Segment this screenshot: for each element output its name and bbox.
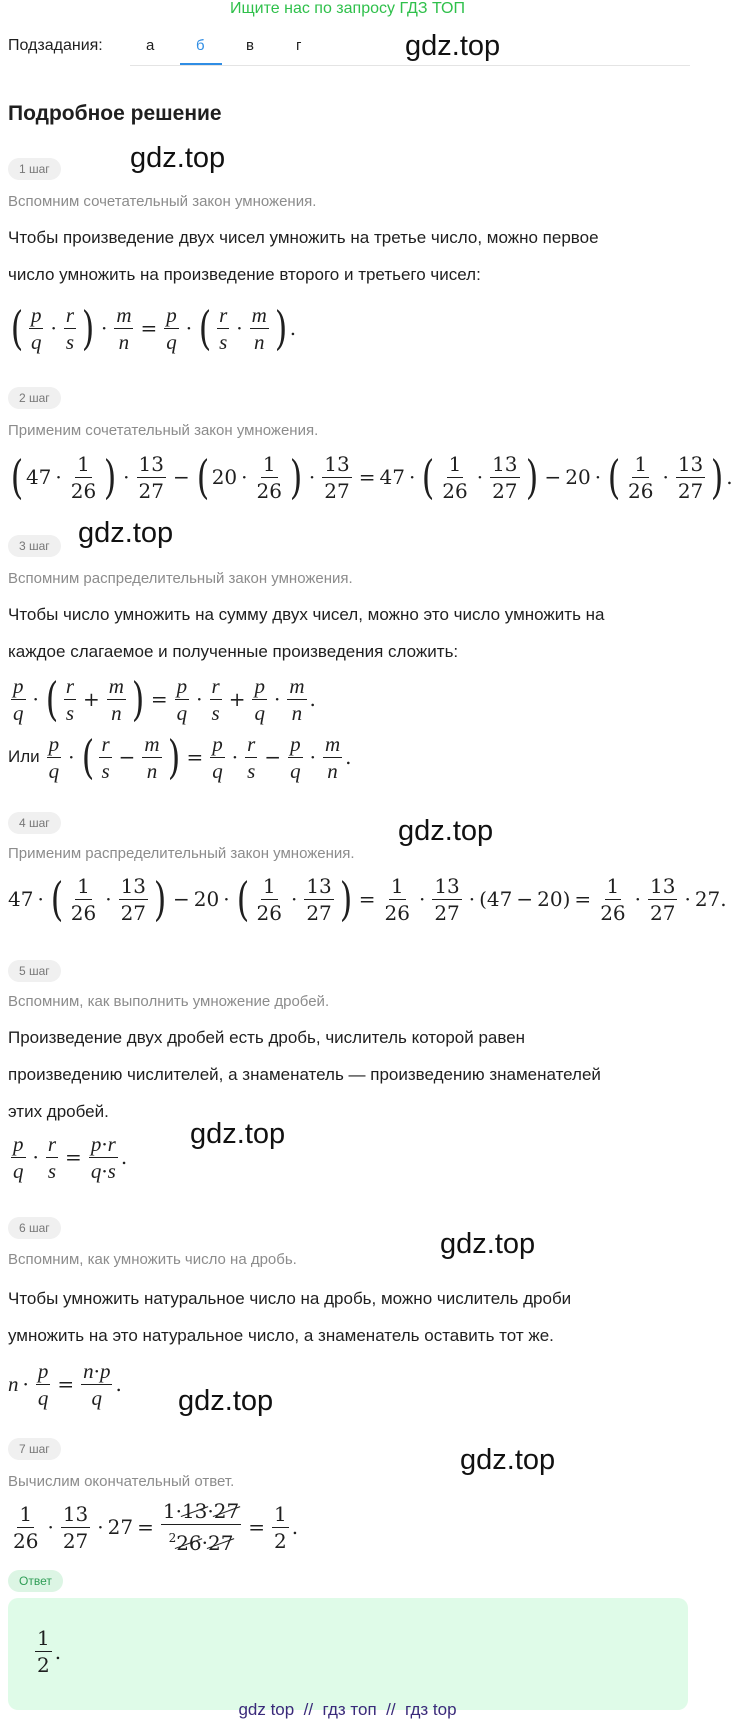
- answer-box: [8, 1598, 688, 1710]
- footer-links[interactable]: gdz top // гдз топ // гдз top: [238, 1700, 457, 1719]
- promo-banner[interactable]: Ищите нас по запросу ГДЗ ТОП: [230, 0, 465, 17]
- watermark: gdz.top: [398, 815, 494, 847]
- watermark: gdz.top: [190, 1118, 286, 1150]
- watermark: gdz.top: [178, 1385, 274, 1417]
- formula: $\frac{p}{q}$ · $\frac{r}{s}$ = $\frac{p\cdot r}{q\cdot s}$ .: [13, 1131, 128, 1183]
- step-text: [8, 596, 688, 670]
- step-text-line: Чтобы произведение двух чисел умножить на третье число, можно первое: [8, 228, 599, 247]
- step-badge: 3 шаг: [8, 535, 61, 557]
- formula: n · $\frac{p}{q}$ = $\frac{n\cdot p}{q}$ .: [8, 1358, 122, 1410]
- watermark: gdz.top: [78, 517, 174, 549]
- formula: Или $\frac{p}{q}$ · ( $\frac{r}{s}$ − $\frac{m}{n}$ ) = $\frac{p}{q}$ · $\frac{r}{s}$ − $\frac{p}{q}$ · $\frac{m}{n}$ .: [8, 730, 352, 784]
- step-badge: 5 шаг: [8, 960, 61, 982]
- answer-badge: Ответ: [8, 1570, 63, 1592]
- step-badge: 6 шаг: [8, 1217, 61, 1239]
- step-badge: 4 шаг: [8, 812, 61, 834]
- formula: $\frac{1}{26}$ · $\frac{13}{27}$ · 27 = $\frac{1\cdot 13\cdot 27}{^226\cdot 27}$ = $\frac{1}{2}$ .: [8, 1494, 298, 1560]
- step-hint: Применим сочетательный закон умножения.: [8, 422, 319, 439]
- answer-numerator: 1: [37, 1626, 50, 1650]
- watermark: gdz.top: [405, 30, 501, 62]
- step-badge: 2 шаг: [8, 387, 61, 409]
- step-text-line: Чтобы число умножить на сумму двух чисел, можно это число умножить на: [8, 605, 605, 624]
- tab-b[interactable]: б: [196, 37, 205, 54]
- formula: $\frac{p}{q}$ · ( $\frac{r}{s}$ + $\frac{m}{n}$ ) = $\frac{p}{q}$ · $\frac{r}{s}$ + $\frac{p}{q}$ · $\frac{m}{n}$ .: [13, 672, 316, 726]
- step-text: [8, 1019, 688, 1130]
- step-text-line: число умножить на произведение второго и третьего чисел:: [8, 265, 481, 284]
- tabs-divider: [130, 65, 690, 66]
- tab-g[interactable]: г: [296, 37, 302, 54]
- watermark: gdz.top: [130, 142, 226, 174]
- page-title: Подробное решение: [8, 102, 222, 125]
- subtasks-label: Подзадания:: [8, 37, 103, 54]
- step-text: [8, 219, 688, 293]
- tab-a[interactable]: а: [146, 37, 155, 54]
- step-text-line: умножить на это натуральное число, а знаменатель оставить тот же.: [8, 1326, 554, 1345]
- step-hint: Вычислим окончательный ответ.: [8, 1473, 235, 1490]
- watermark: gdz.top: [440, 1228, 536, 1260]
- step-text-line: Произведение двух дробей есть дробь, числитель которой равен: [8, 1028, 526, 1047]
- formula: ( $\frac{p}{q}$ · $\frac{r}{s}$ ) · $\frac{m}{n}$ = $\frac{p}{q}$ · ( $\frac{r}{s}$ · $\frac{m}{n}$ ) .: [10, 301, 297, 355]
- step-text: [8, 1280, 688, 1354]
- or-label: Или: [8, 747, 40, 766]
- step-badge: 7 шаг: [8, 1438, 61, 1460]
- step-hint: Вспомним распределительный закон умножения.: [8, 570, 353, 587]
- answer-denominator: 2: [37, 1653, 50, 1677]
- step-hint: Вспомним, как выполнить умножение дробей.: [8, 993, 330, 1010]
- step-hint: Вспомним сочетательный закон умножения.: [8, 193, 317, 210]
- step-text-line: каждое слагаемое и полученные произведения сложить:: [8, 642, 459, 661]
- step-text-line: произведению числителей, а знаменатель — произведению знаменателей: [8, 1065, 601, 1084]
- watermark: gdz.top: [460, 1444, 556, 1476]
- tab-v[interactable]: в: [246, 37, 254, 54]
- formula: ( 47 · $\frac{1}{26}$ ) · $\frac{13}{27}$ − ( 20 · $\frac{1}{26}$ ) · $\frac{13}{27}$ = 47 · ( $\frac{1}{26}$ · $\frac{13}{27}$ ) − 20 · ( $\frac{1}{26}$ · $\frac{13}{27}$ ) .: [10, 450, 733, 504]
- step-text-line: Чтобы умножить натуральное число на дробь, можно числитель дроби: [8, 1289, 572, 1308]
- answer-formula: $\frac{1}{2}$ .: [37, 1626, 62, 1677]
- step-badge: 1 шаг: [8, 158, 61, 180]
- step-text-line: этих дробей.: [8, 1102, 109, 1121]
- step-hint: Вспомним, как умножить число на дробь.: [8, 1251, 297, 1268]
- formula: 47 · ( $\frac{1}{26}$ · $\frac{13}{27}$ ) − 20 · ( $\frac{1}{26}$ · $\frac{13}{27}$ ) = $\frac{1}{26}$ · $\frac{13}{27}$ · (47 − 20) = $\frac{1}{26}$ · $\frac{13}{27}$ · 27.: [8, 872, 727, 926]
- step-hint: Применим распределительный закон умножения.: [8, 845, 355, 862]
